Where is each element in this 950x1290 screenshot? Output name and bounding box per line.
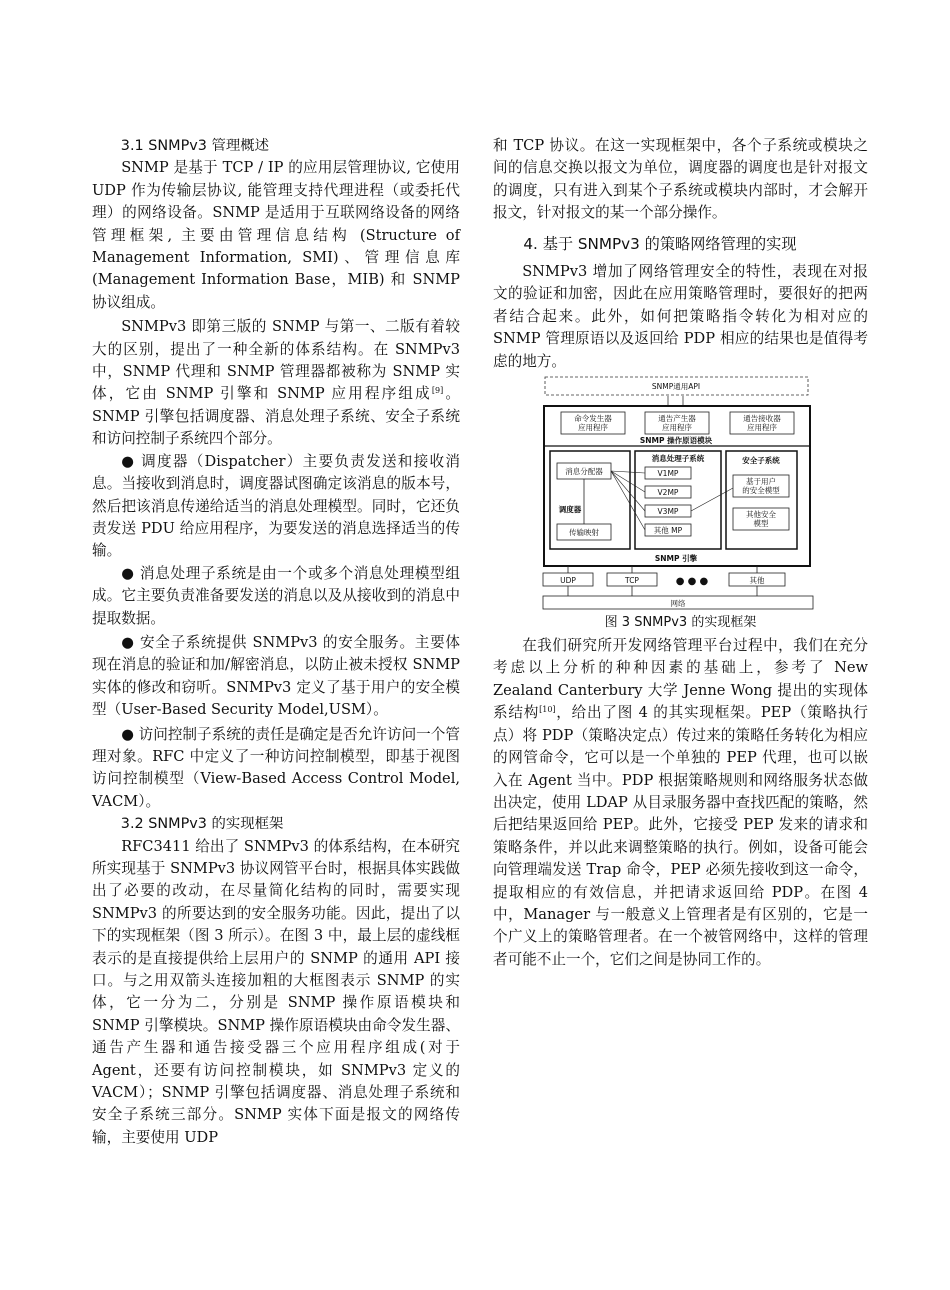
section-heading-3-2: 3.2 SNMPv3 的实现框架 (120, 816, 284, 833)
bullet-access-control: ● 访问控制子系统的责任是确定是否允许访问一个管理对象。RFC 中定义了一种访问控制模型，即基于视图访问控制模型（View-Based Access Control Model, VACM）。 (92, 725, 460, 810)
paragraph-text: ，给出了图 4 的其实现框架。PEP（策略执行点）将 PDP（策略决定点）传过来的策略任务转化为相应的网管命令，它可以是一个单独的 PEP 代理，也可以嵌入在 Agent 当中。PDP 根据策略规则和网络服务状态做出决定，使用 LDAP 从目录服务器中查找匹配的策略，然后把结果返回给 PEP。此外，它接受 PEP 发来的请求和策略条件，并以此来调整策略的执行。例如，设备可能会向管理端发送 Trap 命令，PEP 必须先接收到这一命令，提取相应的有效信息，并把请求返回给 PDP。在图 4 中，Manager 与一般意义上管理者是有区别的，它是一个广义上的策略管理者。在一个被管网络中，这样的管理者可能不止一个，它们之间是协同工作的。 (493, 704, 868, 968)
label-app1-line2: 应用程序 (578, 423, 608, 433)
paragraph-text: 在我们研究所开发网络管理平台过程中，我们在充分考虑以上分析的种种因素的基础上，参考了 New Zealand Canterbury 大学 Jenne Wong 提出的实现体系结构 (493, 637, 868, 722)
label-msg-dispatcher: 消息分配器 (565, 467, 603, 477)
paragraph-implementation (493, 635, 868, 971)
left-column (92, 135, 460, 1149)
bullet-dispatcher: ● 调度器（Dispatcher）主要负责发送和接收消息。当接收到消息时，调度器试图确定该消息的版本号，然后把该消息传递给适当的消息处理模型。同时，它还负责发送 PDU 给应用程序，为要发送的消息选择适当的传输。 (92, 452, 460, 560)
section-heading-3-1: 3.1 SNMPv3 管理概述 (120, 138, 270, 154)
label-app2-line2: 应用程序 (662, 423, 692, 433)
label-engine: SNMP 引擎 (654, 554, 698, 564)
label-usm-line1: 基于用户 (746, 477, 776, 487)
label-udp: UDP (560, 576, 576, 586)
bullet-message-processing: ● 消息处理子系统是由一个或多个消息处理模型组成。它主要负责准备要发送的消息以及从接收到的消息中提取数据。 (92, 564, 460, 627)
label-other-sec-line1: 其他安全 (746, 510, 776, 520)
label-dispatcher: 调度器 (558, 505, 582, 515)
paragraph-continued: 和 TCP 协议。在这一实现框架中，各个子系统或模块之间的信息交换以报文为单位，调度器的调度也是针对报文的调度，只有进入到某个子系统或模块内部时，才会解开报文，针对报文的某一个部分操作。 (493, 137, 868, 222)
label-app2-line1: 通告产生器 (658, 414, 696, 424)
paragraph-framework: RFC3411 给出了 SNMPv3 的体系结构，在本研究所实现基于 SNMPv3 协议网管平台时，根据具体实践做出了必要的改动，在尽量简化结构的同时，需要实现 SNMPv3 的所要达到的安全服务功能。因此，提出了以下的实现框架（图 3 所示）。在图 3 中，最上层的虚线框表示的是直接提供给上层用户的 SNMP 的通用 API 接口。与之用双箭头连接加粗的大框图表示 SNMP 的实体，它一分为二，分别是 SNMP 操作原语模块和 SNMP 引擎模块。SNMP 操作原语模块由命令发生器、通告产生器和通告接受器三个应用程序组成(对于 Agent，还要有访问控制模块，如 SNMPv3 定义的 VACM）；SNMP 引擎包括调度器、消息处理子系统和安全子系统三部分。SNMP 实体下面是报文的网络传输，主要使用 UDP (92, 837, 460, 1146)
label-v2mp: V2MP (657, 488, 679, 498)
label-v1mp: V1MP (657, 469, 679, 479)
label-other-sec-line2: 模型 (753, 519, 769, 529)
figure-caption: 图 3 SNMPv3 的实现框架 (604, 615, 757, 631)
label-app3-line1: 通告接收器 (743, 414, 781, 424)
label-other-mp: 其他 MP (653, 526, 683, 536)
bullet-security: ● 安全子系统提供 SNMPv3 的安全服务。主要体现在消息的验证和加/解密消息，以防止被未授权 SNMP 实体的修改和窃听。SNMPv3 定义了基于用户的安全模型（User-Based Security Model,USM）。 (92, 633, 460, 719)
label-sec-subsystem: 安全子系统 (742, 456, 780, 466)
label-app1-line1: 命令发生器 (574, 414, 612, 424)
citation-ref: [10] (539, 705, 556, 715)
paragraph-text: SNMPv3 即第三版的 SNMP 与第一、二版有着较大的区别，提出了一种全新的体系结构。在 SNMPv3 中，SNMP 代理和 SNMP 管理器都被称为 SNMP 实体，它由 SNMP 引擎和 SNMP 应用程序组成 (92, 318, 460, 403)
label-v3mp: V3MP (657, 507, 679, 517)
citation-ref: [9] (431, 386, 444, 396)
label-network: 网络 (670, 599, 686, 609)
paragraph-snmpv3-arch (92, 316, 460, 450)
paragraph-text: 。SNMP 引擎包括调度器、消息处理子系统、安全子系统和访问控制子系统四个部分。 (92, 385, 460, 448)
label-dots: ● ● ● (675, 576, 709, 588)
paragraph-policy: SNMPv3 增加了网络管理安全的特性，表现在对报文的验证和加密，因此在应用策略管理时，要很好的把两者结合起来。此外，如何把策略指令转化为相对应的 SNMP 管理原语以及返回给 PDP 相应的结果也是值得考虑的地方。 (493, 263, 868, 370)
label-app3-line2: 应用程序 (747, 423, 777, 433)
label-msg-subsystem: 消息处理子系统 (651, 454, 705, 464)
label-api: SNMP通用API (651, 382, 701, 392)
label-transport-map: 传输映射 (569, 528, 599, 538)
section-heading-4: 4. 基于 SNMPv3 的策略网络管理的实现 (523, 234, 797, 253)
paragraph-snmp-intro: SNMP 是基于 TCP / IP 的应用层管理协议, 它使用 UDP 作为传输层协议, 能管理支持代理进程（或委托代理）的网络设备。SNMP 是适用于互联网络设备的网络管理框架, 主要由管理信息结构 (Structure of Management Information, SMI)、管理信息库 (Management Information Base，MIB) 和 SNMP 协议组成。 (92, 159, 460, 311)
right-column (493, 135, 868, 971)
label-primitives: SNMP 操作原语模块 (639, 436, 713, 446)
label-tcp: TCP (625, 576, 639, 586)
label-other-transport: 其他 (749, 576, 765, 586)
label-usm-line2: 的安全模型 (742, 486, 780, 496)
figure-3 (493, 374, 868, 631)
snmpv3-framework-diagram (493, 374, 868, 614)
